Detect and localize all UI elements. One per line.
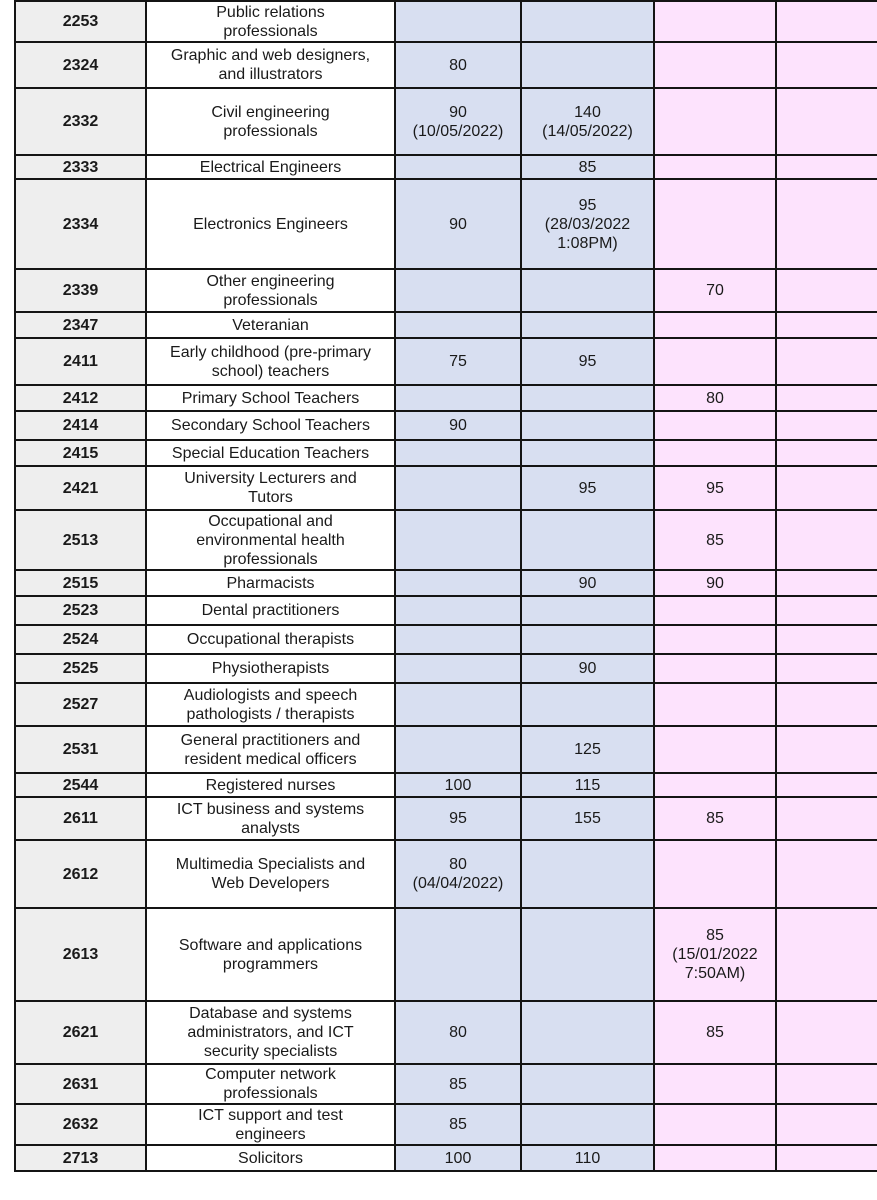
occupation-code: 2613	[62, 946, 99, 963]
occupation-name: Other engineering professionals	[206, 272, 335, 309]
table-row	[15, 338, 877, 385]
points-col-4-cell	[776, 269, 877, 312]
occupation-name-cell	[146, 338, 395, 385]
occupation-code: 2411	[63, 353, 98, 370]
occupation-name: Audiologists and speech pathologists / therapists	[183, 686, 358, 723]
occupation-code-cell	[15, 155, 146, 179]
points-col-1: 100	[444, 1149, 472, 1167]
occupation-code: 2523	[62, 602, 99, 619]
points-col-2-cell	[521, 908, 654, 1001]
occupation-name-cell	[146, 312, 395, 338]
points-col-2-cell	[521, 1, 654, 42]
points-col-3-cell	[654, 155, 776, 179]
occupation-name-cell	[146, 1, 395, 42]
table-row	[15, 411, 877, 440]
points-col-2: 95	[578, 353, 597, 370]
points-col-4-cell	[776, 179, 877, 269]
occupation-code: 2421	[62, 479, 99, 497]
points-col-2: 95 (28/03/2022 1:08PM)	[544, 196, 631, 252]
occupation-code: 2414	[62, 417, 99, 434]
points-col-2-cell	[521, 726, 654, 773]
occupation-name: ICT support and test engineers	[198, 1106, 343, 1143]
points-col-2-cell	[521, 625, 654, 654]
table-row	[15, 773, 877, 797]
points-col-2: 125	[574, 741, 601, 758]
points-col-1-cell	[395, 596, 521, 625]
occupation-code-cell	[15, 179, 146, 269]
table-row	[15, 654, 877, 683]
points-col-1: 75	[449, 353, 467, 370]
points-col-2-cell	[521, 1104, 654, 1145]
points-col-2-cell	[521, 385, 654, 411]
occupation-name-cell	[146, 510, 395, 570]
points-col-4-cell	[776, 625, 877, 654]
table-row	[15, 570, 877, 596]
occupation-code-cell	[15, 411, 146, 440]
points-col-2: 90	[578, 660, 597, 677]
points-col-4-cell	[776, 840, 877, 908]
points-col-3-cell	[654, 797, 776, 840]
occupation-name-cell	[146, 1104, 395, 1145]
occupation-code-cell	[15, 683, 146, 726]
points-col-1-cell	[395, 1064, 521, 1104]
table-row	[15, 269, 877, 312]
points-col-2-cell	[521, 466, 654, 510]
table-row	[15, 1064, 877, 1104]
occupation-code: 2632	[62, 1116, 99, 1133]
points-col-3-cell	[654, 596, 776, 625]
points-col-4-cell	[776, 1104, 877, 1145]
occupation-name-cell	[146, 440, 395, 466]
points-col-1-cell	[395, 42, 521, 88]
occupation-name-cell	[146, 1001, 395, 1064]
table-row	[15, 440, 877, 466]
occupation-points-table	[14, 0, 877, 1172]
occupation-name: Solicitors	[238, 1149, 303, 1167]
points-col-2: 110	[574, 1149, 601, 1167]
occupation-name: Occupational and environmental health professionals	[196, 512, 345, 568]
points-col-1-cell	[395, 88, 521, 155]
occupation-code-cell	[15, 840, 146, 908]
occupation-code-cell	[15, 726, 146, 773]
points-col-1-cell	[395, 773, 521, 797]
occupation-name-cell	[146, 596, 395, 625]
table-row	[15, 908, 877, 1001]
points-col-1-cell	[395, 440, 521, 466]
occupation-name: Secondary School Teachers	[171, 417, 370, 434]
points-col-3-cell	[654, 269, 776, 312]
points-col-4-cell	[776, 570, 877, 596]
table-row	[15, 510, 877, 570]
occupation-code-cell	[15, 338, 146, 385]
occupation-code: 2347	[62, 316, 99, 334]
occupation-code: 2515	[62, 574, 99, 592]
points-col-4-cell	[776, 42, 877, 88]
points-col-2-cell	[521, 773, 654, 797]
points-col-4-cell	[776, 654, 877, 683]
points-col-4-cell	[776, 1145, 877, 1171]
occupation-name: University Lecturers and Tutors	[184, 470, 357, 506]
occupation-name-cell	[146, 570, 395, 596]
occupation-code: 2611	[63, 810, 98, 827]
table-row	[15, 1, 877, 42]
occupation-name: Veteranian	[232, 316, 309, 334]
occupation-name: Electrical Engineers	[199, 158, 342, 176]
points-col-1-cell	[395, 1104, 521, 1145]
occupation-code: 2415	[62, 444, 99, 462]
points-col-1-cell	[395, 570, 521, 596]
occupation-code: 2333	[62, 158, 99, 176]
points-col-2-cell	[521, 411, 654, 440]
table-row	[15, 596, 877, 625]
occupation-name-cell	[146, 411, 395, 440]
points-col-1-cell	[395, 312, 521, 338]
points-col-2: 95	[578, 479, 597, 497]
occupation-name-cell	[146, 385, 395, 411]
points-col-3-cell	[654, 773, 776, 797]
occupation-name: Multimedia Specialists and Web Developers	[175, 856, 366, 892]
points-col-4-cell	[776, 510, 877, 570]
occupation-code-cell	[15, 1104, 146, 1145]
table-row	[15, 312, 877, 338]
occupation-code-cell	[15, 797, 146, 840]
occupation-name: Special Education Teachers	[171, 444, 370, 462]
points-col-1-cell	[395, 338, 521, 385]
occupation-name: General practitioners and resident medical officers	[180, 731, 361, 768]
points-col-3-cell	[654, 1, 776, 42]
occupation-code: 2531	[62, 741, 99, 758]
points-col-4-cell	[776, 440, 877, 466]
occupation-code-cell	[15, 1145, 146, 1171]
points-col-4-cell	[776, 596, 877, 625]
points-col-4-cell	[776, 466, 877, 510]
points-col-4-cell	[776, 1064, 877, 1104]
occupation-code-cell	[15, 88, 146, 155]
points-col-1-cell	[395, 683, 521, 726]
points-col-3-cell	[654, 42, 776, 88]
points-col-1-cell	[395, 411, 521, 440]
occupation-code: 2332	[62, 113, 99, 130]
points-col-1: 95	[449, 810, 467, 827]
points-col-1-cell	[395, 908, 521, 1001]
points-col-1: 90	[449, 215, 467, 233]
occupation-code: 2513	[62, 531, 99, 549]
points-col-3-cell	[654, 338, 776, 385]
points-col-1-cell	[395, 466, 521, 510]
occupation-code-cell	[15, 385, 146, 411]
occupation-code-cell	[15, 596, 146, 625]
points-col-1-cell	[395, 1, 521, 42]
points-col-1-cell	[395, 1145, 521, 1171]
occupation-name-cell	[146, 1064, 395, 1104]
occupation-code: 2339	[62, 282, 99, 299]
points-col-4-cell	[776, 385, 877, 411]
points-col-3-cell	[654, 726, 776, 773]
occupation-code-cell	[15, 312, 146, 338]
points-col-2-cell	[521, 1001, 654, 1064]
points-col-1: 80	[449, 1024, 467, 1041]
occupation-name-cell	[146, 269, 395, 312]
occupation-code: 2612	[62, 865, 99, 883]
occupation-name-cell	[146, 797, 395, 840]
points-col-1-cell	[395, 840, 521, 908]
points-col-2-cell	[521, 596, 654, 625]
points-col-1-cell	[395, 625, 521, 654]
occupation-name-cell	[146, 683, 395, 726]
occupation-code-cell	[15, 1064, 146, 1104]
points-col-1-cell	[395, 510, 521, 570]
occupation-name-cell	[146, 726, 395, 773]
table-row	[15, 155, 877, 179]
occupation-name: Registered nurses	[205, 776, 336, 794]
points-col-3-cell	[654, 625, 776, 654]
occupation-name: Physiotherapists	[211, 660, 330, 677]
points-col-3-cell	[654, 1064, 776, 1104]
occupation-name: Dental practitioners	[201, 602, 340, 619]
points-col-1: 85	[449, 1116, 467, 1133]
points-col-3: 95	[706, 479, 724, 497]
points-col-1-cell	[395, 269, 521, 312]
points-col-2-cell	[521, 797, 654, 840]
table-body	[15, 1, 877, 1171]
occupation-code: 2621	[62, 1024, 99, 1041]
table-row	[15, 726, 877, 773]
points-col-1: 85	[449, 1075, 467, 1093]
points-col-4-cell	[776, 773, 877, 797]
points-col-3: 80	[706, 389, 724, 407]
table-row	[15, 88, 877, 155]
points-col-2-cell	[521, 683, 654, 726]
points-col-3-cell	[654, 1104, 776, 1145]
occupation-code-cell	[15, 269, 146, 312]
points-col-1: 90 (10/05/2022)	[412, 103, 504, 140]
occupation-name: Primary School Teachers	[181, 389, 360, 407]
points-col-3: 85 (15/01/2022 7:50AM)	[672, 927, 758, 982]
points-col-3-cell	[654, 179, 776, 269]
points-col-2-cell	[521, 570, 654, 596]
points-col-3-cell	[654, 654, 776, 683]
table-row	[15, 1104, 877, 1145]
points-col-3: 85	[706, 531, 724, 549]
points-col-4-cell	[776, 312, 877, 338]
points-col-1-cell	[395, 1001, 521, 1064]
table-row	[15, 683, 877, 726]
points-col-3-cell	[654, 411, 776, 440]
occupation-code: 2527	[62, 696, 99, 713]
occupation-code-cell	[15, 654, 146, 683]
occupation-name-cell	[146, 625, 395, 654]
occupation-name-cell	[146, 466, 395, 510]
points-col-2-cell	[521, 840, 654, 908]
occupation-code: 2412	[62, 389, 99, 407]
table-row	[15, 1001, 877, 1064]
table-row	[15, 840, 877, 908]
points-col-1: 80 (04/04/2022)	[412, 856, 504, 892]
points-col-3-cell	[654, 840, 776, 908]
occupation-code-cell	[15, 1001, 146, 1064]
occupation-code-cell	[15, 570, 146, 596]
occupation-code-cell	[15, 773, 146, 797]
occupation-code-cell	[15, 42, 146, 88]
points-col-1-cell	[395, 654, 521, 683]
points-col-2-cell	[521, 42, 654, 88]
occupation-name: ICT business and systems analysts	[176, 800, 365, 837]
points-col-1: 80	[449, 56, 467, 74]
occupation-name-cell	[146, 179, 395, 269]
occupation-name-cell	[146, 42, 395, 88]
occupation-code-cell	[15, 440, 146, 466]
points-col-2-cell	[521, 654, 654, 683]
points-col-4-cell	[776, 155, 877, 179]
points-col-1-cell	[395, 726, 521, 773]
table-row	[15, 625, 877, 654]
points-col-2-cell	[521, 338, 654, 385]
occupation-name-cell	[146, 654, 395, 683]
occupation-code: 2524	[62, 631, 99, 648]
table-row	[15, 179, 877, 269]
table-row	[15, 385, 877, 411]
points-col-2-cell	[521, 1145, 654, 1171]
points-col-3-cell	[654, 510, 776, 570]
points-col-4-cell	[776, 908, 877, 1001]
points-col-1-cell	[395, 155, 521, 179]
points-col-3-cell	[654, 570, 776, 596]
points-col-2: 155	[574, 810, 601, 827]
points-col-2: 140 (14/05/2022)	[542, 103, 633, 140]
points-col-3: 85	[706, 1024, 724, 1041]
table-row	[15, 1145, 877, 1171]
points-col-2-cell	[521, 88, 654, 155]
occupation-name: Graphic and web designers, and illustrators	[170, 47, 371, 83]
points-col-2: 90	[578, 574, 597, 592]
occupation-code-cell	[15, 466, 146, 510]
points-col-2-cell	[521, 155, 654, 179]
points-col-3-cell	[654, 312, 776, 338]
points-col-2: 85	[578, 158, 597, 176]
occupation-name: Occupational therapists	[186, 631, 355, 648]
points-col-1-cell	[395, 797, 521, 840]
occupation-code-cell	[15, 510, 146, 570]
points-col-2-cell	[521, 440, 654, 466]
points-col-2-cell	[521, 269, 654, 312]
occupation-code: 2253	[62, 13, 99, 30]
occupation-code-cell	[15, 625, 146, 654]
points-col-3-cell	[654, 1001, 776, 1064]
occupation-name: Civil engineering professionals	[211, 103, 330, 140]
points-col-1-cell	[395, 179, 521, 269]
occupation-code: 2631	[62, 1075, 99, 1093]
occupation-code: 2334	[62, 215, 99, 233]
occupation-name-cell	[146, 840, 395, 908]
points-col-3-cell	[654, 1145, 776, 1171]
table-row	[15, 797, 877, 840]
occupation-name: Pharmacists	[226, 574, 315, 592]
points-col-4-cell	[776, 797, 877, 840]
points-col-2-cell	[521, 1064, 654, 1104]
occupation-name-cell	[146, 1145, 395, 1171]
occupation-name: Public relations professionals	[216, 3, 325, 40]
points-col-4-cell	[776, 1001, 877, 1064]
points-col-2-cell	[521, 510, 654, 570]
points-col-3: 70	[706, 282, 724, 299]
points-col-4-cell	[776, 683, 877, 726]
occupation-code: 2324	[62, 56, 99, 74]
points-col-3-cell	[654, 908, 776, 1001]
occupation-name-cell	[146, 773, 395, 797]
occupation-code: 2525	[62, 660, 99, 677]
points-col-4-cell	[776, 1, 877, 42]
points-col-3-cell	[654, 683, 776, 726]
points-col-3-cell	[654, 88, 776, 155]
table-row	[15, 42, 877, 88]
points-col-1: 90	[449, 417, 467, 434]
points-col-3-cell	[654, 385, 776, 411]
occupation-code: 2544	[62, 776, 99, 794]
table-row	[15, 466, 877, 510]
points-col-4-cell	[776, 338, 877, 385]
points-col-1-cell	[395, 385, 521, 411]
occupation-code: 2713	[62, 1149, 99, 1167]
points-col-2: 115	[574, 776, 601, 794]
occupation-name: Database and systems administrators, and ICT security specialists	[187, 1005, 354, 1060]
occupation-name-cell	[146, 155, 395, 179]
occupation-name: Electronics Engineers	[193, 215, 348, 233]
occupation-name: Early childhood (pre-primary school) teachers	[170, 343, 371, 380]
points-col-3: 85	[706, 810, 724, 827]
points-col-3-cell	[654, 466, 776, 510]
points-col-2-cell	[521, 179, 654, 269]
points-col-3-cell	[654, 440, 776, 466]
points-col-4-cell	[776, 411, 877, 440]
occupation-code-cell	[15, 908, 146, 1001]
occupation-name: Software and applications programmers	[178, 936, 363, 973]
points-col-3: 90	[706, 574, 724, 592]
points-col-4-cell	[776, 726, 877, 773]
occupation-name: Computer network professionals	[205, 1066, 336, 1102]
occupation-name-cell	[146, 908, 395, 1001]
occupation-code-cell	[15, 1, 146, 42]
points-col-1: 100	[444, 776, 472, 794]
points-col-4-cell	[776, 88, 877, 155]
points-col-2-cell	[521, 312, 654, 338]
occupation-name-cell	[146, 88, 395, 155]
